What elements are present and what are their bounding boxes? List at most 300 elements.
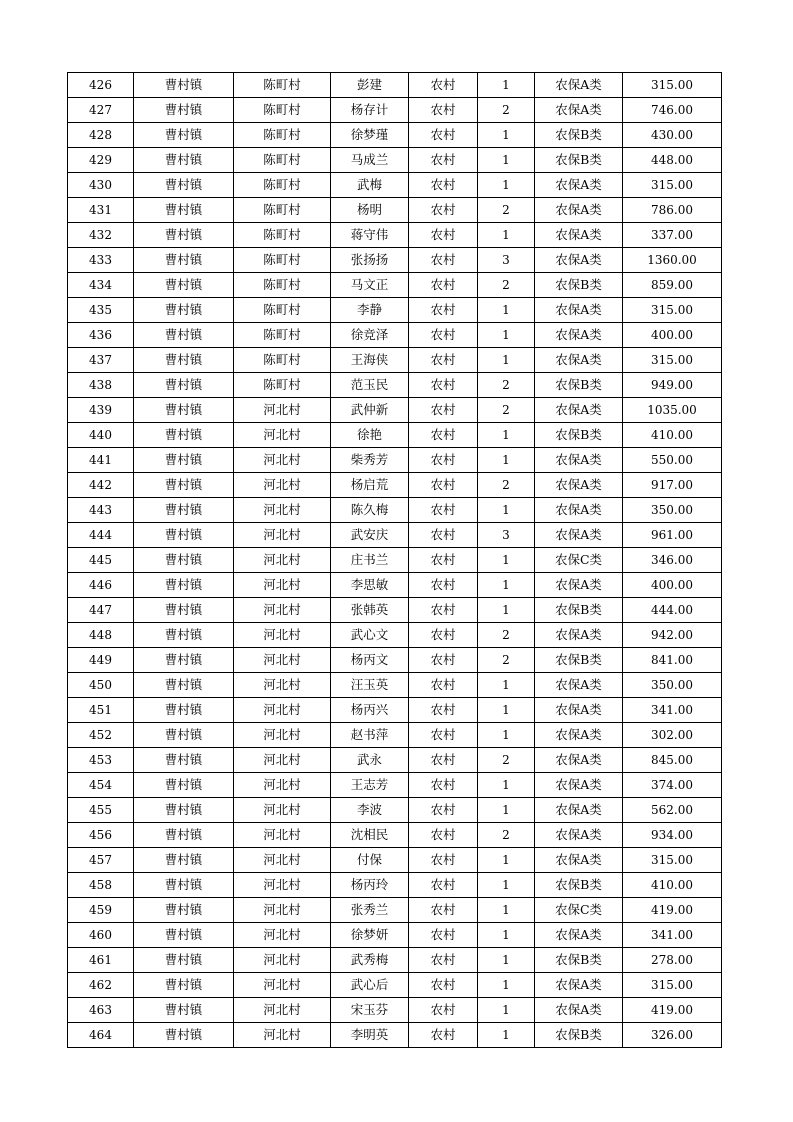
household-size-cell: 1 <box>478 848 535 873</box>
household-type-cell: 农村 <box>409 898 478 923</box>
amount-cell: 346.00 <box>623 548 722 573</box>
table-row <box>68 223 722 248</box>
household-size-cell: 1 <box>478 298 535 323</box>
name-cell: 汪玉英 <box>331 673 409 698</box>
village-cell: 河北村 <box>234 998 331 1023</box>
amount-cell: 350.00 <box>623 498 722 523</box>
insurance-category-cell: 农保A类 <box>535 248 623 273</box>
household-type-cell: 农村 <box>409 848 478 873</box>
insurance-category-cell: 农保B类 <box>535 273 623 298</box>
household-type-cell: 农村 <box>409 648 478 673</box>
serial-number-cell: 427 <box>68 98 134 123</box>
amount-cell: 419.00 <box>623 998 722 1023</box>
household-type-cell: 农村 <box>409 923 478 948</box>
serial-number-cell: 454 <box>68 773 134 798</box>
town-cell: 曹村镇 <box>134 923 234 948</box>
village-cell: 河北村 <box>234 623 331 648</box>
serial-number-cell: 458 <box>68 873 134 898</box>
household-size-cell: 1 <box>478 573 535 598</box>
amount-cell: 302.00 <box>623 723 722 748</box>
insurance-category-cell: 农保B类 <box>535 873 623 898</box>
name-cell: 杨启荒 <box>331 473 409 498</box>
insurance-category-cell: 农保B类 <box>535 123 623 148</box>
amount-cell: 917.00 <box>623 473 722 498</box>
town-cell: 曹村镇 <box>134 873 234 898</box>
village-cell: 河北村 <box>234 423 331 448</box>
amount-cell: 278.00 <box>623 948 722 973</box>
insurance-category-cell: 农保A类 <box>535 748 623 773</box>
household-size-cell: 1 <box>478 873 535 898</box>
amount-cell: 448.00 <box>623 148 722 173</box>
serial-number-cell: 448 <box>68 623 134 648</box>
amount-cell: 934.00 <box>623 823 722 848</box>
town-cell: 曹村镇 <box>134 248 234 273</box>
serial-number-cell: 433 <box>68 248 134 273</box>
amount-cell: 315.00 <box>623 973 722 998</box>
insurance-category-cell: 农保A类 <box>535 798 623 823</box>
town-cell: 曹村镇 <box>134 223 234 248</box>
name-cell: 马文正 <box>331 273 409 298</box>
table-row <box>68 273 722 298</box>
table-row <box>68 573 722 598</box>
household-size-cell: 1 <box>478 598 535 623</box>
amount-cell: 315.00 <box>623 173 722 198</box>
table-row <box>68 1023 722 1048</box>
village-cell: 河北村 <box>234 798 331 823</box>
insurance-category-cell: 农保A类 <box>535 348 623 373</box>
table-row <box>68 323 722 348</box>
serial-number-cell: 439 <box>68 398 134 423</box>
amount-cell: 550.00 <box>623 448 722 473</box>
household-type-cell: 农村 <box>409 673 478 698</box>
name-cell: 杨丙玲 <box>331 873 409 898</box>
town-cell: 曹村镇 <box>134 473 234 498</box>
household-type-cell: 农村 <box>409 73 478 98</box>
name-cell: 张秀兰 <box>331 898 409 923</box>
household-size-cell: 1 <box>478 548 535 573</box>
name-cell: 武永 <box>331 748 409 773</box>
name-cell: 徐竞泽 <box>331 323 409 348</box>
name-cell: 张韩英 <box>331 598 409 623</box>
village-cell: 河北村 <box>234 673 331 698</box>
name-cell: 武秀梅 <box>331 948 409 973</box>
serial-number-cell: 432 <box>68 223 134 248</box>
town-cell: 曹村镇 <box>134 748 234 773</box>
name-cell: 蒋守伟 <box>331 223 409 248</box>
town-cell: 曹村镇 <box>134 998 234 1023</box>
amount-cell: 942.00 <box>623 623 722 648</box>
household-type-cell: 农村 <box>409 148 478 173</box>
serial-number-cell: 463 <box>68 998 134 1023</box>
insurance-category-cell: 农保A类 <box>535 448 623 473</box>
table-row <box>68 423 722 448</box>
town-cell: 曹村镇 <box>134 823 234 848</box>
amount-cell: 961.00 <box>623 523 722 548</box>
serial-number-cell: 440 <box>68 423 134 448</box>
name-cell: 范玉民 <box>331 373 409 398</box>
household-size-cell: 2 <box>478 273 535 298</box>
amount-cell: 786.00 <box>623 198 722 223</box>
insurance-category-cell: 农保B类 <box>535 948 623 973</box>
household-type-cell: 农村 <box>409 823 478 848</box>
amount-cell: 949.00 <box>623 373 722 398</box>
village-cell: 河北村 <box>234 773 331 798</box>
village-cell: 河北村 <box>234 723 331 748</box>
amount-cell: 430.00 <box>623 123 722 148</box>
household-type-cell: 农村 <box>409 748 478 773</box>
name-cell: 马成兰 <box>331 148 409 173</box>
serial-number-cell: 438 <box>68 373 134 398</box>
insurance-category-cell: 农保A类 <box>535 223 623 248</box>
serial-number-cell: 460 <box>68 923 134 948</box>
town-cell: 曹村镇 <box>134 173 234 198</box>
household-type-cell: 农村 <box>409 448 478 473</box>
household-type-cell: 农村 <box>409 398 478 423</box>
household-type-cell: 农村 <box>409 598 478 623</box>
insurance-category-cell: 农保A类 <box>535 173 623 198</box>
amount-cell: 1360.00 <box>623 248 722 273</box>
amount-cell: 859.00 <box>623 273 722 298</box>
village-cell: 陈町村 <box>234 98 331 123</box>
table-row <box>68 798 722 823</box>
town-cell: 曹村镇 <box>134 148 234 173</box>
amount-cell: 337.00 <box>623 223 722 248</box>
insurance-category-cell: 农保A类 <box>535 848 623 873</box>
table-row <box>68 998 722 1023</box>
table-row <box>68 673 722 698</box>
town-cell: 曹村镇 <box>134 698 234 723</box>
household-size-cell: 1 <box>478 948 535 973</box>
household-size-cell: 2 <box>478 373 535 398</box>
village-cell: 河北村 <box>234 973 331 998</box>
household-size-cell: 1 <box>478 723 535 748</box>
insurance-category-cell: 农保A类 <box>535 698 623 723</box>
name-cell: 柴秀芳 <box>331 448 409 473</box>
name-cell: 彭建 <box>331 73 409 98</box>
name-cell: 李静 <box>331 298 409 323</box>
household-size-cell: 2 <box>478 473 535 498</box>
serial-number-cell: 464 <box>68 1023 134 1048</box>
name-cell: 杨丙兴 <box>331 698 409 723</box>
town-cell: 曹村镇 <box>134 423 234 448</box>
insurance-category-cell: 农保B类 <box>535 423 623 448</box>
town-cell: 曹村镇 <box>134 98 234 123</box>
village-cell: 河北村 <box>234 598 331 623</box>
household-type-cell: 农村 <box>409 123 478 148</box>
household-size-cell: 3 <box>478 523 535 548</box>
serial-number-cell: 459 <box>68 898 134 923</box>
table-row <box>68 348 722 373</box>
household-size-cell: 1 <box>478 798 535 823</box>
household-size-cell: 1 <box>478 998 535 1023</box>
serial-number-cell: 441 <box>68 448 134 473</box>
amount-cell: 315.00 <box>623 73 722 98</box>
insurance-category-cell: 农保A类 <box>535 573 623 598</box>
town-cell: 曹村镇 <box>134 123 234 148</box>
village-cell: 河北村 <box>234 498 331 523</box>
household-type-cell: 农村 <box>409 773 478 798</box>
name-cell: 李思敏 <box>331 573 409 598</box>
serial-number-cell: 429 <box>68 148 134 173</box>
amount-cell: 350.00 <box>623 673 722 698</box>
village-cell: 河北村 <box>234 448 331 473</box>
household-type-cell: 农村 <box>409 948 478 973</box>
table-row <box>68 723 722 748</box>
town-cell: 曹村镇 <box>134 198 234 223</box>
name-cell: 李明英 <box>331 1023 409 1048</box>
household-size-cell: 1 <box>478 323 535 348</box>
name-cell: 陈久梅 <box>331 498 409 523</box>
village-cell: 河北村 <box>234 873 331 898</box>
name-cell: 徐梦妍 <box>331 923 409 948</box>
insurance-category-cell: 农保B类 <box>535 1023 623 1048</box>
village-cell: 河北村 <box>234 848 331 873</box>
household-type-cell: 农村 <box>409 473 478 498</box>
household-type-cell: 农村 <box>409 498 478 523</box>
insurance-category-cell: 农保C类 <box>535 548 623 573</box>
table-row <box>68 173 722 198</box>
household-size-cell: 1 <box>478 148 535 173</box>
insurance-category-cell: 农保C类 <box>535 898 623 923</box>
table-row <box>68 548 722 573</box>
household-type-cell: 农村 <box>409 223 478 248</box>
serial-number-cell: 455 <box>68 798 134 823</box>
village-cell: 陈町村 <box>234 73 331 98</box>
household-type-cell: 农村 <box>409 173 478 198</box>
amount-cell: 841.00 <box>623 648 722 673</box>
serial-number-cell: 449 <box>68 648 134 673</box>
town-cell: 曹村镇 <box>134 623 234 648</box>
town-cell: 曹村镇 <box>134 498 234 523</box>
household-type-cell: 农村 <box>409 373 478 398</box>
name-cell: 李波 <box>331 798 409 823</box>
insurance-category-cell: 农保B类 <box>535 373 623 398</box>
amount-cell: 562.00 <box>623 798 722 823</box>
serial-number-cell: 437 <box>68 348 134 373</box>
name-cell: 王海侠 <box>331 348 409 373</box>
household-size-cell: 1 <box>478 1023 535 1048</box>
table-row <box>68 98 722 123</box>
village-cell: 河北村 <box>234 948 331 973</box>
serial-number-cell: 442 <box>68 473 134 498</box>
household-size-cell: 1 <box>478 773 535 798</box>
household-type-cell: 农村 <box>409 698 478 723</box>
household-type-cell: 农村 <box>409 273 478 298</box>
insurance-category-cell: 农保A类 <box>535 773 623 798</box>
serial-number-cell: 457 <box>68 848 134 873</box>
town-cell: 曹村镇 <box>134 723 234 748</box>
name-cell: 杨丙文 <box>331 648 409 673</box>
amount-cell: 400.00 <box>623 573 722 598</box>
village-cell: 河北村 <box>234 573 331 598</box>
household-size-cell: 1 <box>478 973 535 998</box>
name-cell: 王志芳 <box>331 773 409 798</box>
serial-number-cell: 452 <box>68 723 134 748</box>
insurance-category-cell: 农保A类 <box>535 623 623 648</box>
town-cell: 曹村镇 <box>134 523 234 548</box>
town-cell: 曹村镇 <box>134 448 234 473</box>
subsidy-roster-table <box>67 72 722 1048</box>
serial-number-cell: 447 <box>68 598 134 623</box>
table-row <box>68 748 722 773</box>
village-cell: 陈町村 <box>234 348 331 373</box>
household-size-cell: 1 <box>478 898 535 923</box>
household-type-cell: 农村 <box>409 198 478 223</box>
household-size-cell: 1 <box>478 673 535 698</box>
household-size-cell: 1 <box>478 923 535 948</box>
table-row <box>68 848 722 873</box>
amount-cell: 341.00 <box>623 698 722 723</box>
name-cell: 武心后 <box>331 973 409 998</box>
household-size-cell: 2 <box>478 623 535 648</box>
village-cell: 陈町村 <box>234 323 331 348</box>
name-cell: 宋玉芬 <box>331 998 409 1023</box>
table-row <box>68 973 722 998</box>
insurance-category-cell: 农保A类 <box>535 723 623 748</box>
town-cell: 曹村镇 <box>134 848 234 873</box>
household-size-cell: 1 <box>478 123 535 148</box>
serial-number-cell: 451 <box>68 698 134 723</box>
town-cell: 曹村镇 <box>134 1023 234 1048</box>
serial-number-cell: 456 <box>68 823 134 848</box>
town-cell: 曹村镇 <box>134 73 234 98</box>
name-cell: 赵书萍 <box>331 723 409 748</box>
household-size-cell: 1 <box>478 498 535 523</box>
village-cell: 河北村 <box>234 648 331 673</box>
household-size-cell: 2 <box>478 823 535 848</box>
amount-cell: 400.00 <box>623 323 722 348</box>
serial-number-cell: 436 <box>68 323 134 348</box>
household-size-cell: 1 <box>478 348 535 373</box>
town-cell: 曹村镇 <box>134 323 234 348</box>
household-type-cell: 农村 <box>409 98 478 123</box>
serial-number-cell: 434 <box>68 273 134 298</box>
name-cell: 徐梦瑾 <box>331 123 409 148</box>
village-cell: 河北村 <box>234 473 331 498</box>
town-cell: 曹村镇 <box>134 898 234 923</box>
household-type-cell: 农村 <box>409 873 478 898</box>
household-type-cell: 农村 <box>409 523 478 548</box>
household-type-cell: 农村 <box>409 723 478 748</box>
household-type-cell: 农村 <box>409 998 478 1023</box>
amount-cell: 845.00 <box>623 748 722 773</box>
town-cell: 曹村镇 <box>134 398 234 423</box>
serial-number-cell: 430 <box>68 173 134 198</box>
amount-cell: 315.00 <box>623 298 722 323</box>
household-size-cell: 2 <box>478 648 535 673</box>
town-cell: 曹村镇 <box>134 573 234 598</box>
table-row <box>68 698 722 723</box>
amount-cell: 410.00 <box>623 873 722 898</box>
table-row <box>68 123 722 148</box>
village-cell: 河北村 <box>234 1023 331 1048</box>
household-size-cell: 1 <box>478 698 535 723</box>
town-cell: 曹村镇 <box>134 273 234 298</box>
household-type-cell: 农村 <box>409 548 478 573</box>
household-size-cell: 2 <box>478 98 535 123</box>
town-cell: 曹村镇 <box>134 598 234 623</box>
household-type-cell: 农村 <box>409 348 478 373</box>
insurance-category-cell: 农保A类 <box>535 298 623 323</box>
village-cell: 陈町村 <box>234 373 331 398</box>
town-cell: 曹村镇 <box>134 673 234 698</box>
amount-cell: 315.00 <box>623 348 722 373</box>
serial-number-cell: 450 <box>68 673 134 698</box>
insurance-category-cell: 农保B类 <box>535 148 623 173</box>
table-row <box>68 873 722 898</box>
amount-cell: 419.00 <box>623 898 722 923</box>
village-cell: 河北村 <box>234 898 331 923</box>
town-cell: 曹村镇 <box>134 648 234 673</box>
name-cell: 付保 <box>331 848 409 873</box>
village-cell: 河北村 <box>234 398 331 423</box>
serial-number-cell: 453 <box>68 748 134 773</box>
town-cell: 曹村镇 <box>134 373 234 398</box>
household-size-cell: 1 <box>478 173 535 198</box>
table-row <box>68 948 722 973</box>
table-row <box>68 623 722 648</box>
household-type-cell: 农村 <box>409 248 478 273</box>
village-cell: 河北村 <box>234 748 331 773</box>
amount-cell: 1035.00 <box>623 398 722 423</box>
serial-number-cell: 446 <box>68 573 134 598</box>
household-size-cell: 2 <box>478 748 535 773</box>
amount-cell: 444.00 <box>623 598 722 623</box>
amount-cell: 326.00 <box>623 1023 722 1048</box>
household-type-cell: 农村 <box>409 298 478 323</box>
insurance-category-cell: 农保A类 <box>535 498 623 523</box>
town-cell: 曹村镇 <box>134 348 234 373</box>
table-row <box>68 648 722 673</box>
table-row <box>68 923 722 948</box>
serial-number-cell: 445 <box>68 548 134 573</box>
serial-number-cell: 443 <box>68 498 134 523</box>
table-row <box>68 148 722 173</box>
amount-cell: 341.00 <box>623 923 722 948</box>
household-size-cell: 1 <box>478 223 535 248</box>
village-cell: 陈町村 <box>234 123 331 148</box>
village-cell: 河北村 <box>234 548 331 573</box>
amount-cell: 746.00 <box>623 98 722 123</box>
insurance-category-cell: 农保A类 <box>535 923 623 948</box>
household-size-cell: 2 <box>478 398 535 423</box>
table-row <box>68 498 722 523</box>
insurance-category-cell: 农保A类 <box>535 673 623 698</box>
table-row <box>68 248 722 273</box>
household-type-cell: 农村 <box>409 423 478 448</box>
serial-number-cell: 426 <box>68 73 134 98</box>
insurance-category-cell: 农保A类 <box>535 523 623 548</box>
village-cell: 陈町村 <box>234 248 331 273</box>
household-size-cell: 1 <box>478 448 535 473</box>
insurance-category-cell: 农保A类 <box>535 823 623 848</box>
insurance-category-cell: 农保A类 <box>535 98 623 123</box>
household-type-cell: 农村 <box>409 973 478 998</box>
table-row <box>68 523 722 548</box>
village-cell: 陈町村 <box>234 198 331 223</box>
serial-number-cell: 435 <box>68 298 134 323</box>
household-type-cell: 农村 <box>409 1023 478 1048</box>
insurance-category-cell: 农保A类 <box>535 998 623 1023</box>
insurance-category-cell: 农保A类 <box>535 973 623 998</box>
table-row <box>68 448 722 473</box>
table-row <box>68 198 722 223</box>
town-cell: 曹村镇 <box>134 948 234 973</box>
village-cell: 河北村 <box>234 923 331 948</box>
town-cell: 曹村镇 <box>134 973 234 998</box>
household-type-cell: 农村 <box>409 573 478 598</box>
insurance-category-cell: 农保A类 <box>535 323 623 348</box>
